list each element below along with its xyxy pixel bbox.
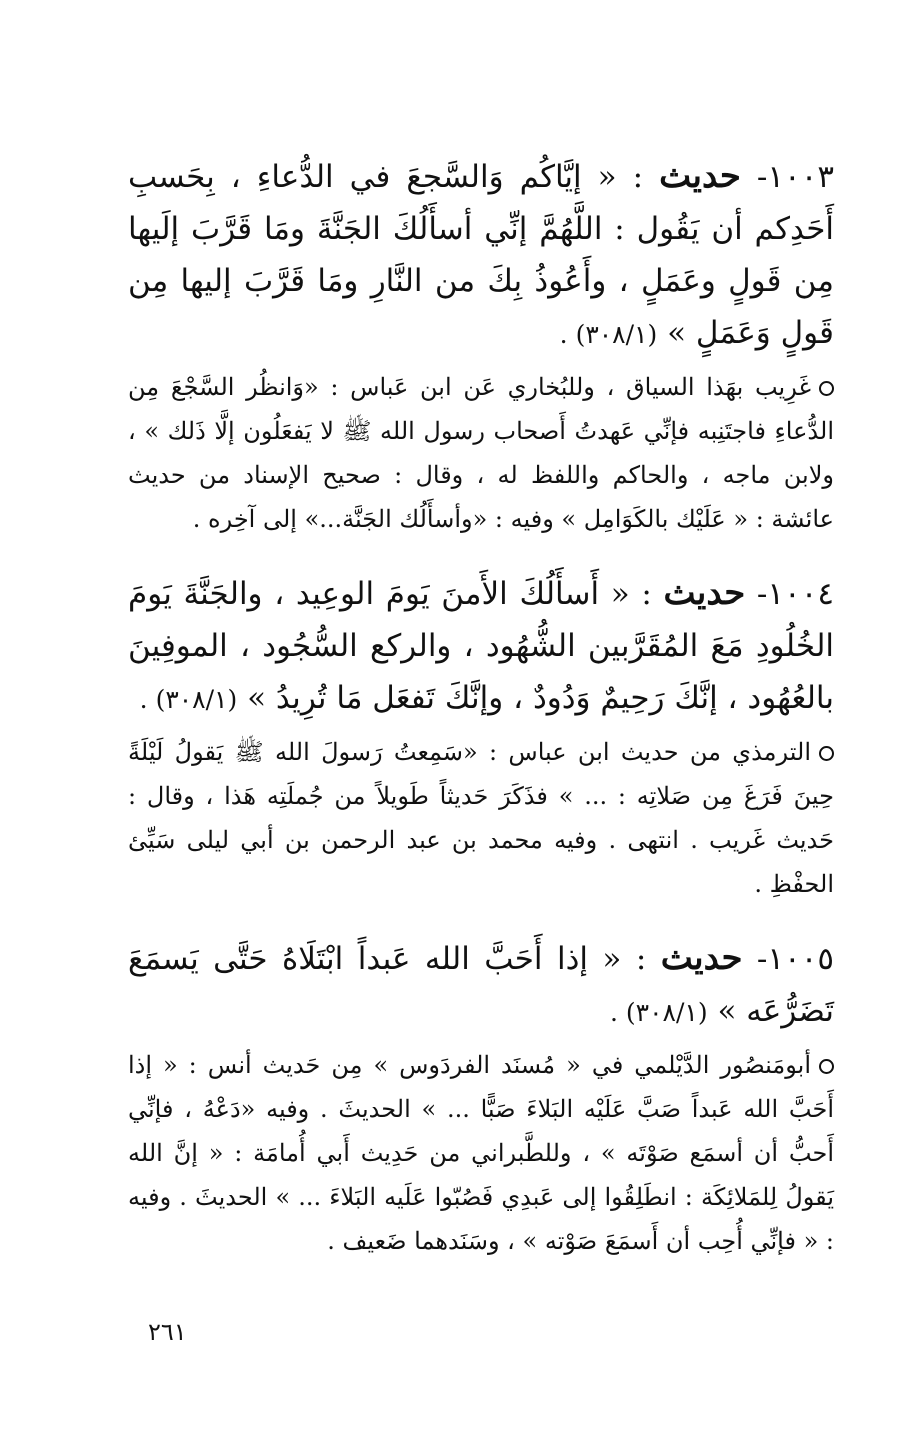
hadith-entry-1004 bbox=[128, 567, 834, 906]
hadith-matn: : « أَسأَلُكَ الأَمنَ يَومَ الوعِيد ، والجَنَّةَ يَومَ الخُلُودِ مَعَ المُقَرَّبين الشُّهُود ، والركع السُّجُود ، الموفِينَ بالعُهُود ، إنَّكَ رَحِيمٌ وَدُودٌ ، وإنَّكَ تَفعَل مَا تُرِيدُ » bbox=[128, 576, 834, 716]
circle-bullet-icon bbox=[819, 746, 834, 761]
hadith-reference: (٣٠٨/١) . bbox=[559, 320, 658, 349]
hadith-entry-1003 bbox=[128, 150, 834, 541]
hadith-text bbox=[128, 567, 834, 726]
hadith-keyword: حديث bbox=[660, 938, 743, 978]
hadith-number: ١٠٠٥- bbox=[756, 941, 835, 977]
hadith-reference: (٣٠٨/١) . bbox=[610, 998, 708, 1027]
takhrij-text: غَرِيب بهَذا السياق ، وللبُخاري عَن ابن عَباس : «وَانظُر السَّجْعَ مِن الدُّعاءِ فاجتَنِبه فإنِّي عَهدتُ أَصحاب رسول الله ﷺ لا يَفعَلُون إلَّا ذَلك » ، ولابن ماجه ، والحاكم واللفظ له ، وقال : صحيح الإسناد من حديث عائشة : « عَلَيْك بالكَوَامِل » وفيه : «وأسأَلُك الجَنَّة...» إلى آخِره . bbox=[128, 373, 834, 533]
takhrij-note bbox=[128, 365, 834, 541]
circle-bullet-icon bbox=[819, 381, 834, 396]
hadith-text bbox=[128, 150, 834, 361]
hadith-number: ١٠٠٤- bbox=[756, 576, 835, 612]
takhrij-note bbox=[128, 730, 834, 906]
hadith-keyword: حديث bbox=[659, 156, 741, 196]
page-number: ٢٦١ bbox=[148, 1318, 187, 1346]
takhrij-text: الترمذي من حديث ابن عباس : «سَمِعتُ رَسولَ الله ﷺ يَقولُ لَيْلَةً حِينَ فَرَغَ مِن صَلاتِه : ... » فذَكَرَ حَديثاً طَويلاً من جُملَتِه هَذا ، وقال : حَديث غَريب . انتهى . وفيه محمد بن عبد الرحمن بن أبي ليلى سَيِّئ الحفْظِ . bbox=[128, 738, 834, 898]
hadith-matn: : « إيَّاكُم وَالسَّجعَ في الدُّعاءِ ، بِحَسبِ أَحَدِكم أن يَقُول : اللَّهُمَّ إنِّي أسأَلُكَ الجَنَّةَ ومَا قَرَّبَ إلَيها مِن قَولٍ وعَمَلٍ ، وأَعُوذُ بِكَ من النَّارِ ومَا قَرَّبَ إليها مِن قَولٍ وَعَمَلٍ » bbox=[128, 159, 834, 351]
page-body bbox=[128, 150, 834, 1289]
takhrij-text: أبومَنصُور الدَّيْلمي في « مُسنَد الفردَوس » مِن حَديث أنس : « إذا أَحَبَّ الله عَبداً صَبَّ عَلَيْه البَلاءَ صَبًّا ... » الحديثَ . وفيه «دَعْهُ ، فإنِّي أَحبُّ أن أسمَع صَوْتَه » ، وللطَّبراني من حَدِيث أَبي أُمامَة : « إنَّ الله يَقولُ لِلمَلائِكَة : انطَلِقُوا إلى عَبدِي فَصُبّوا عَلَيه البَلاءَ ... » الحديثَ . وفيه : « فإنِّي أُحِب أن أَسمَعَ صَوْته » ، وسَنَدهما ضَعيف . bbox=[128, 1051, 834, 1255]
hadith-entry-1005 bbox=[128, 932, 834, 1263]
hadith-matn: : « إذا أَحَبَّ الله عَبداً ابْتَلَاهُ حَتَّى يَسمَعَ تَضَرُّعَه » bbox=[128, 941, 834, 1029]
hadith-reference: (٣٠٨/١) . bbox=[139, 685, 238, 714]
takhrij-note bbox=[128, 1043, 834, 1263]
hadith-number: ١٠٠٣- bbox=[756, 159, 834, 195]
hadith-text bbox=[128, 932, 834, 1039]
hadith-keyword: حديث bbox=[663, 573, 746, 613]
circle-bullet-icon bbox=[819, 1059, 834, 1074]
